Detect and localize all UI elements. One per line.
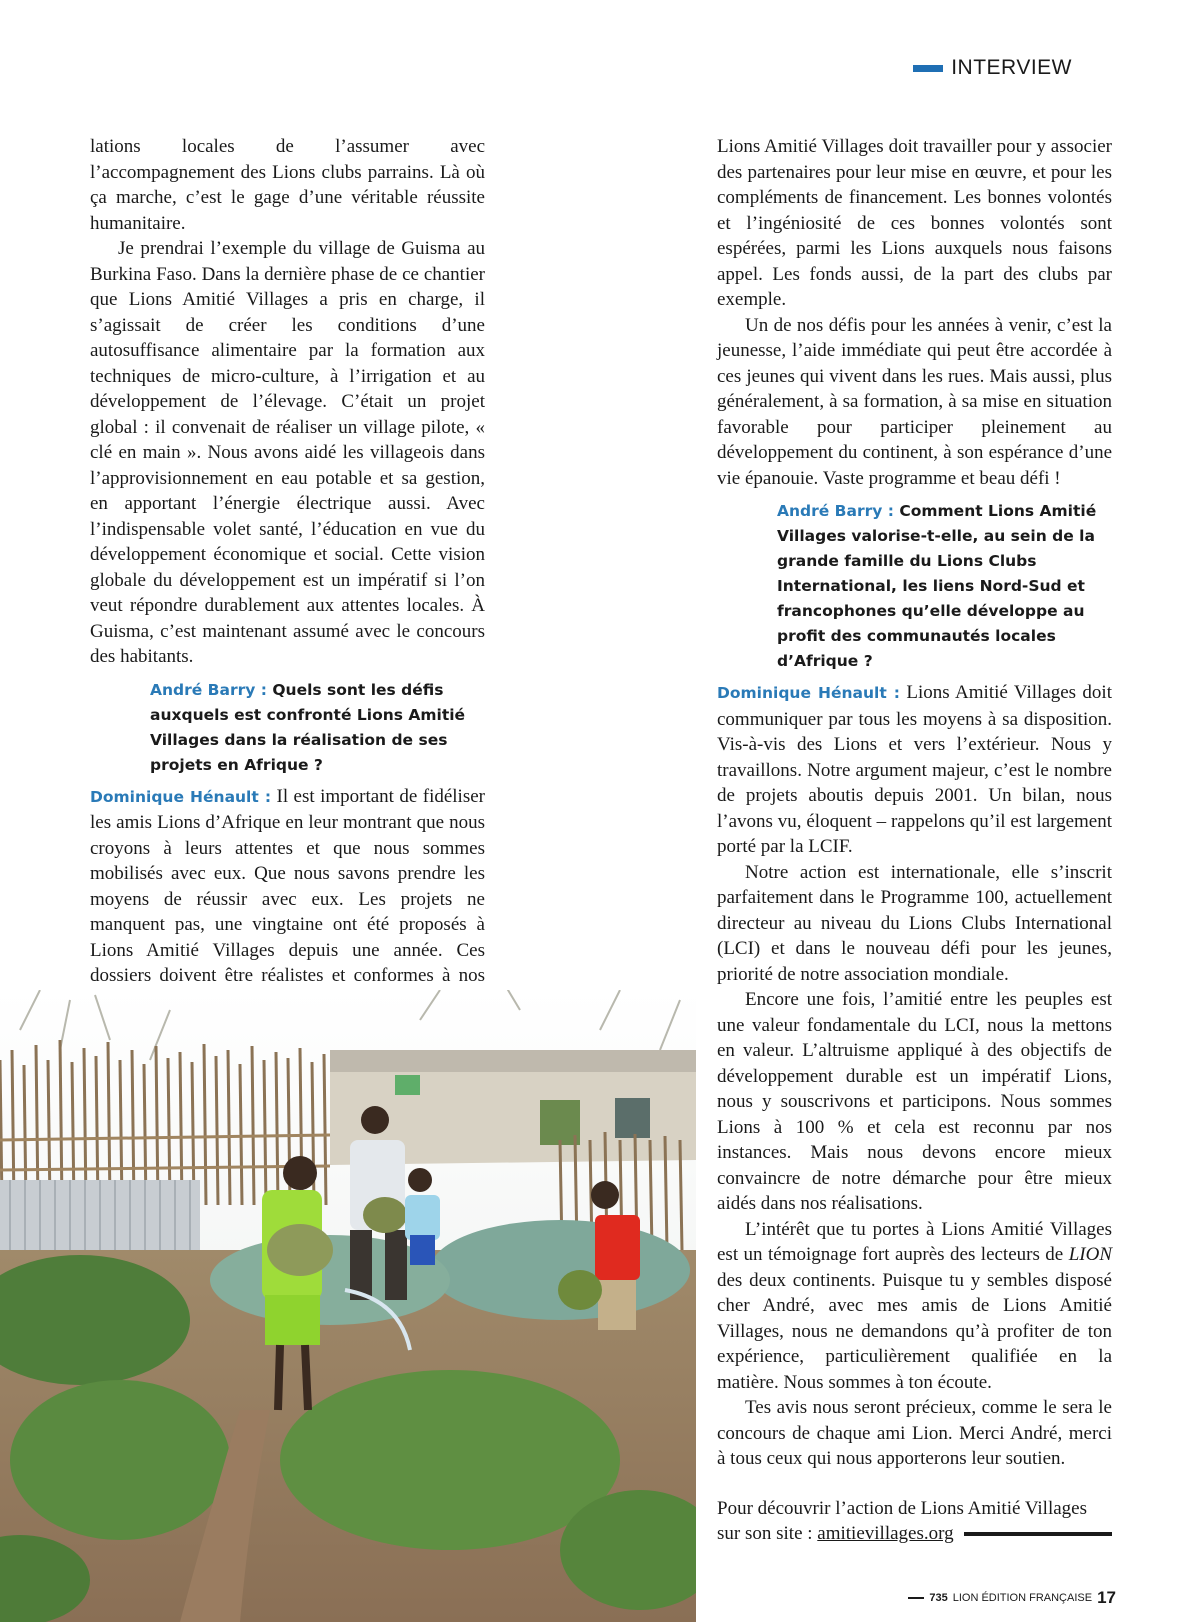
section-title: INTERVIEW [951, 56, 1072, 79]
question-speaker: André Barry : [150, 680, 267, 699]
paragraph: Lions Amitié Villages doit travailler pour y associer des partenaires pour leur mise en œuvre, et pour les compléments de financement. Les bonnes volontés et l’ingéniosité de ces bonnes volontés sont espérées, parmi les Lions auxquels nous faisons appel. Les fonds aussi, de la part des clubs par exemple. [717, 136, 1112, 310]
answer-speaker: Dominique Hénault : [90, 787, 272, 806]
page-number: 17 [1097, 1588, 1116, 1607]
right-column [717, 134, 1112, 1547]
paragraph [717, 1217, 1112, 1396]
website-prefix: sur son site : [717, 1523, 813, 1544]
website-rule [964, 1532, 1112, 1536]
paragraph: Je prendrai l’exemple du village de Guisma au Burkina Faso. Dans la dernière phase de ce chantier que Lions Amitié Villages a pris en charge, il s’agissait de créer les conditions d’une autosuffisance alimentaire par la formation aux techniques de micro-culture, à l’irrigation et au développement de l’élevage. C’était un projet global : il convenait de réaliser un village pilote, « clé en main ». Nous avons aidé les villageois dans l’approvisionnement en eau potable et sa gestion, en apportant l’énergie électrique aussi. Avec l’indispensable volet santé, l’éducation en vue du développement économique et social. Cette vision globale du développement est un impératif si l’on veut répondre durablement aux attentes locales. À Guisma, c’est maintenant assumé avec le concours des habitants. [90, 238, 485, 667]
interview-question [777, 499, 1112, 674]
magazine-title: LION ÉDITION FRANÇAISE [952, 1592, 1093, 1604]
website-line [717, 1521, 1112, 1547]
question-speaker: André Barry : [777, 502, 894, 520]
garden-photo [0, 990, 696, 1622]
section-bar [913, 65, 943, 72]
issue-number: 735 [929, 1592, 948, 1604]
website-callout [717, 1496, 1112, 1547]
section-label [913, 56, 1072, 80]
website-link[interactable]: amitievillages.org [817, 1523, 954, 1544]
interview-question [150, 678, 485, 778]
paragraph-text: L’intérêt que tu portes à Lions Amitié Villages est un témoignage fort auprès des lecteurs de [717, 1218, 1112, 1265]
answer-text: Il est important de fidéliser les amis Lions d’Afrique en leur montrant que nous croyons à leurs attentes et que nous sommes mobilisés avec eux. Que nous savons prendre les moyens de réussir avec eux. Les projets ne manquent pas, une vingtaine ont été proposés à Lions Amitié Villages depuis une année. Ces dossiers doivent être réalistes et conformes à nos [90, 785, 485, 986]
interview-answer [717, 680, 1112, 860]
paragraph: Encore une fois, l’amitié entre les peuples est une valeur fondamentale du LCI, nous la mettons en valeur. L’altruisme appliqué à des objectifs de développement durable est un impératif Lions, nous y souscrivons et participons. Nous sommes Lions à 100 % et cela est reconnu par nos instances. Mais nous devons encore mieux convaincre de notre démarche pour être mieux aidés dans nos réalisations. [717, 989, 1112, 1214]
footer-dash [908, 1597, 924, 1599]
question-text: Comment Lions Amitié Villages valorise-t-elle, au sein de la grande famille du Lions Clubs International, les liens Nord-Sud et francophones qu’elle développe au profit des communautés locales d’Afrique ? [777, 502, 1097, 670]
website-intro: Pour découvrir l’action de Lions Amitié Villages [717, 1497, 1087, 1519]
page-footer [908, 1588, 1116, 1608]
paragraph-text: des deux continents. Puisque tu y sembles disposé cher André, avec mes amis de Lions Amitié Villages, nous ne demandons qu’à profiter de ton expérience, particulièrement qualifiée en la matière. Nous sommes à ton écoute. [717, 1269, 1112, 1393]
magazine-name: LION [1068, 1244, 1112, 1265]
answer-text: Lions Amitié Villages doit communiquer par tous les moyens à sa disposition. Vis-à-vis des Lions et vers l’extérieur. Nous y travaillons. Notre argument majeur, c’est le nombre de projets aboutis depuis 2001. Un bilan, nous l’avons vu, éloquent – rappelons qu’il est largement porté par la LCIF. [717, 682, 1112, 857]
paragraph: Tes avis nous seront précieux, comme le sera le concours de chaque ami Lion. Merci André, merci à tous ceux qui nous apporterons leur soutien. [717, 1397, 1112, 1469]
left-column [90, 134, 485, 1040]
paragraph: Notre action est internationale, elle s’inscrit parfaitement dans le Programme 100, actuellement directeur au niveau du Lions Clubs International (LCI) et dans le nouveau défi pour les jeunes, priorité de notre association mondiale. [717, 861, 1112, 985]
question-text: Quels sont les défis auxquels est confronté Lions Amitié Villages dans la réalisation de ses projets en Afrique ? [150, 680, 466, 774]
answer-speaker: Dominique Hénault : [717, 684, 900, 702]
paragraph: Un de nos défis pour les années à venir, c’est la jeunesse, l’aide immédiate qui peut être accordée à ces jeunes qui vivent dans les rues. Mais aussi, plus généralement, à sa formation, à sa mise en situation favorable pour participer pleinement au développement du continent, à son espérance d’une vie épanouie. Vaste programme et beau défi ! [717, 314, 1112, 489]
paragraph: lations locales de l’assumer avec l’accompagnement des Lions clubs parrains. Là où ça marche, c’est le gage d’une véritable réussite humanitaire. [90, 136, 485, 234]
